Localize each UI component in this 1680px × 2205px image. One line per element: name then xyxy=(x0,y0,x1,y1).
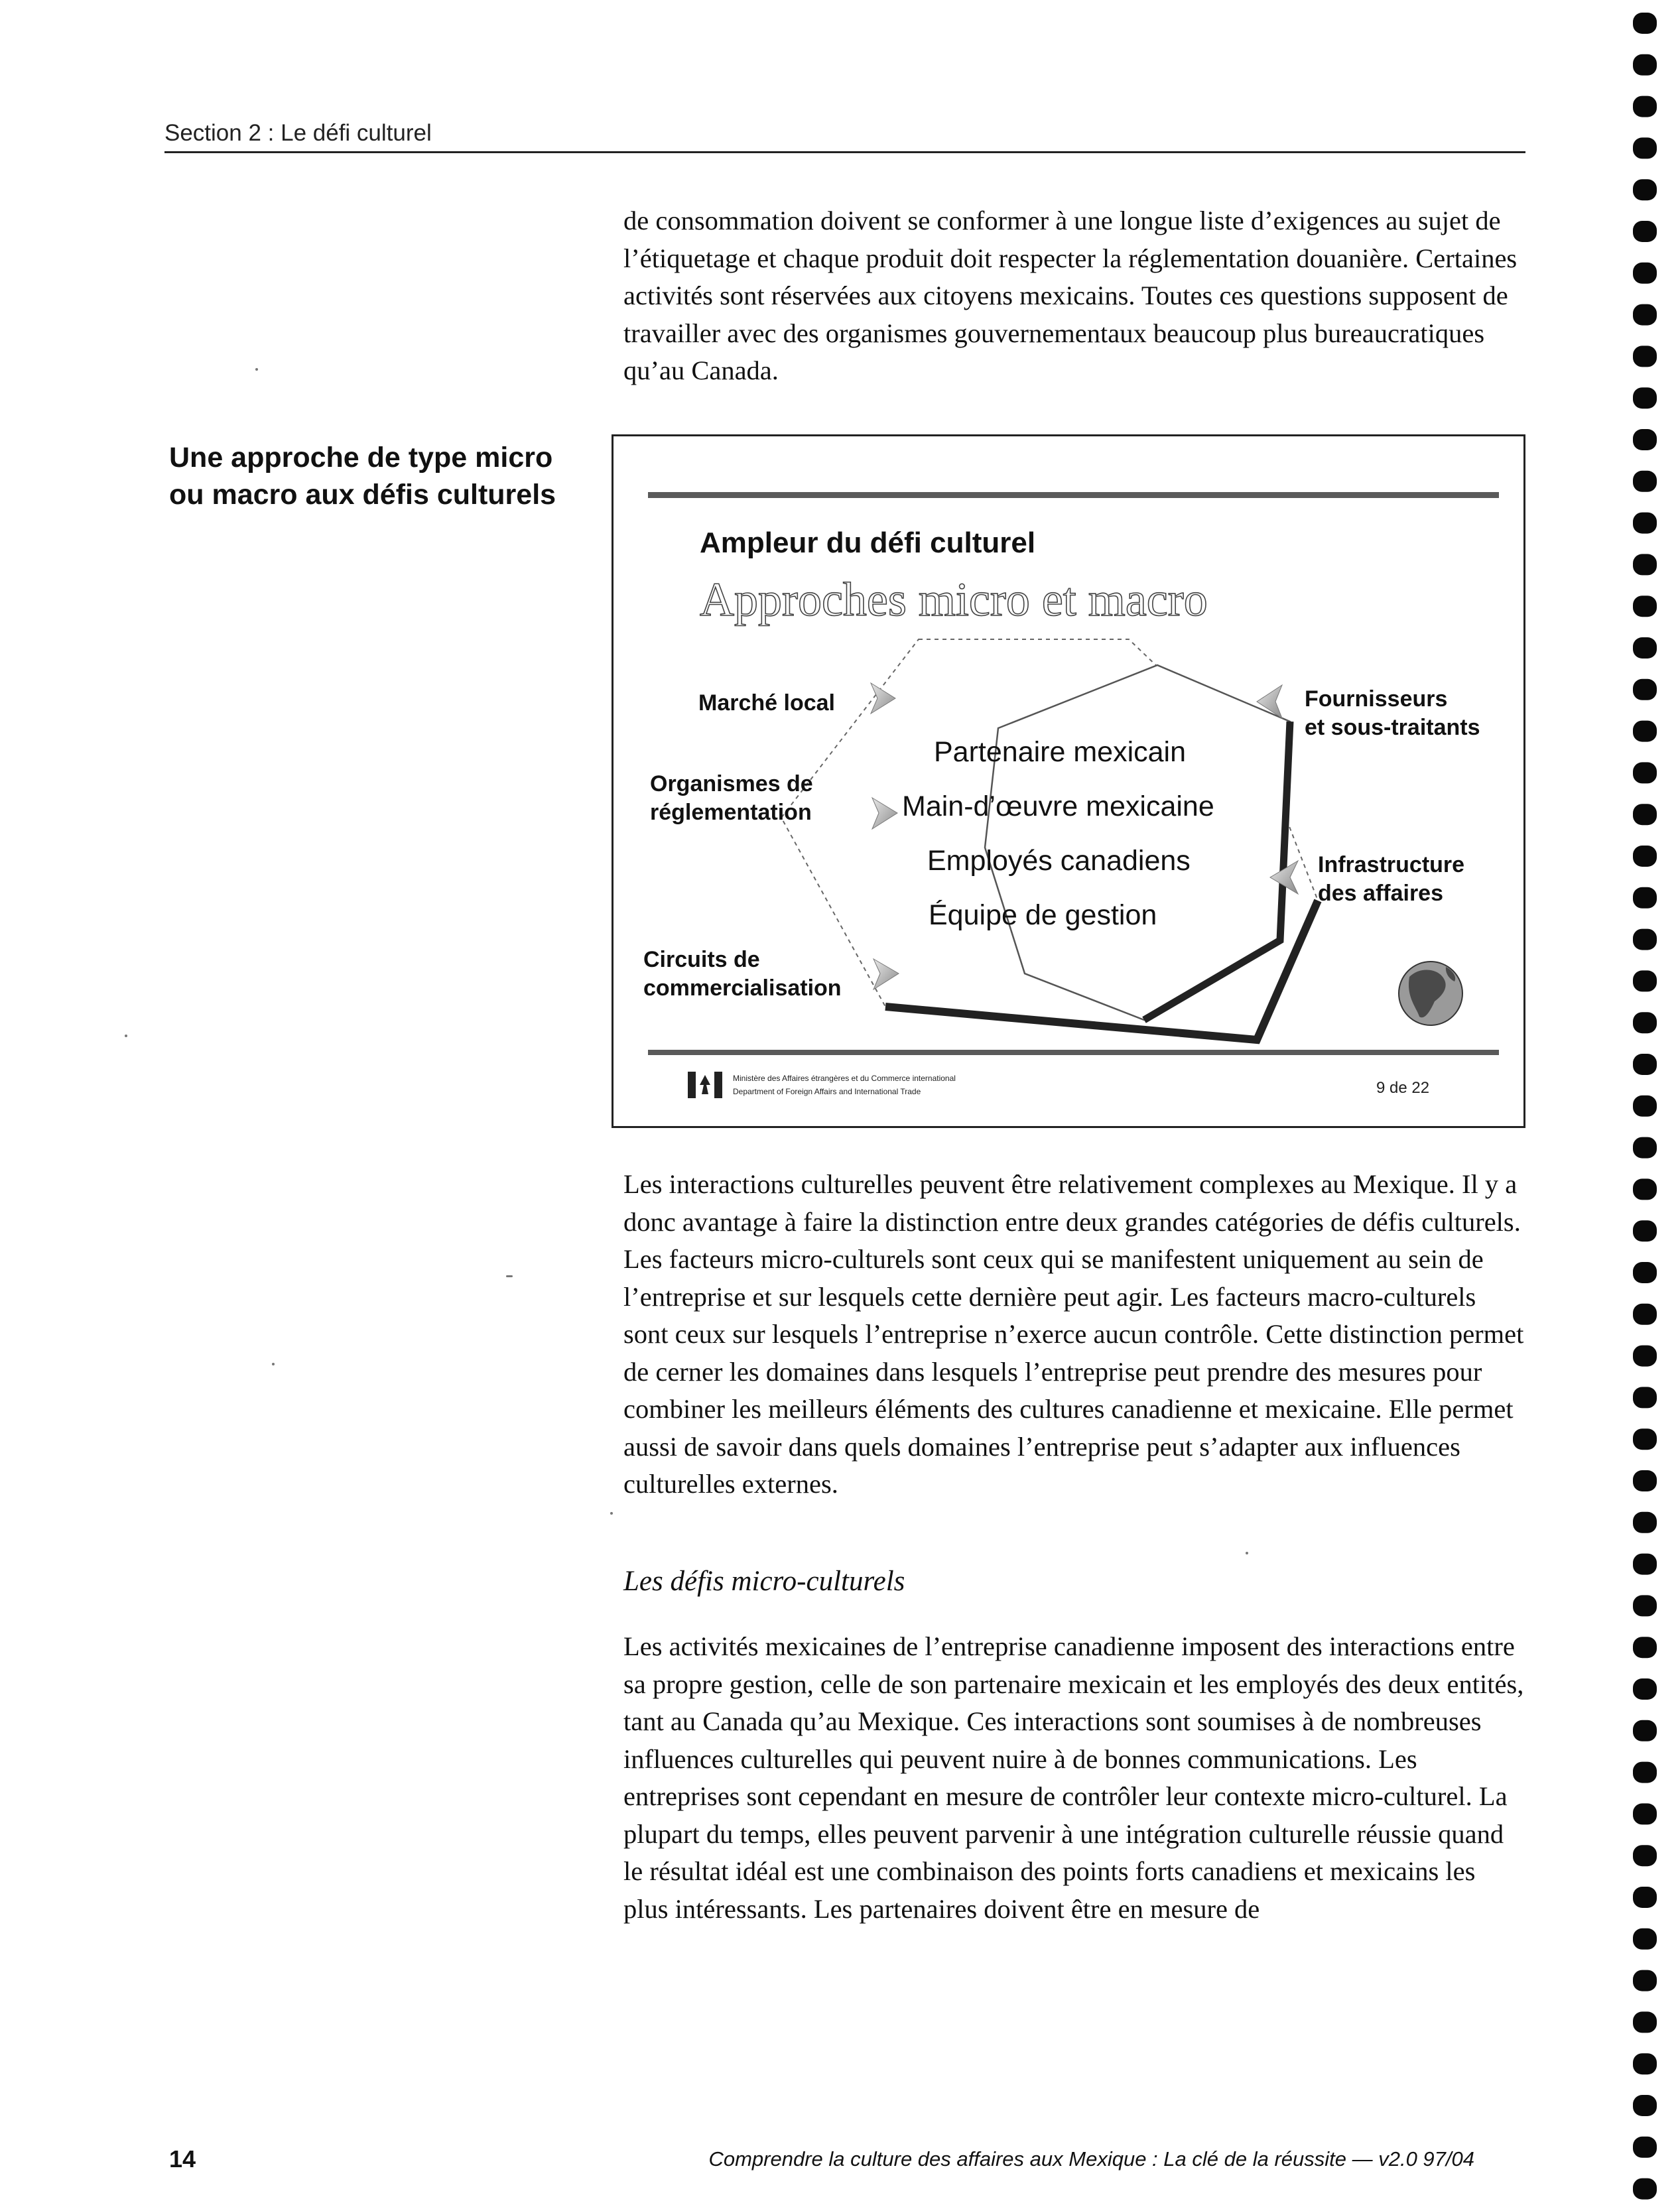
binding-hole xyxy=(1633,1428,1657,1450)
binding-hole xyxy=(1633,346,1657,367)
binding-hole xyxy=(1633,2011,1657,2033)
binding-hole xyxy=(1633,1554,1657,1575)
binding-hole xyxy=(1633,804,1657,825)
scan-speck xyxy=(506,1275,513,1277)
slide-bottom-band xyxy=(648,1050,1499,1055)
binding-hole xyxy=(1633,1137,1657,1159)
section-title: Section 2 : Le défi culturel xyxy=(164,120,432,146)
slide-title: Ampleur du défi culturel xyxy=(700,527,1036,559)
binding-hole xyxy=(1633,1304,1657,1325)
label-infra-1: Infrastructure xyxy=(1318,852,1465,877)
binding-hole xyxy=(1633,1470,1657,1491)
label-organismes-1: Organismes de xyxy=(650,771,813,796)
binding-hole xyxy=(1633,1387,1657,1408)
interactions-paragraph: Les interactions culturelles peuvent être relativement complexes au Mexique. Il y a donc avantage à faire la distinction entre deux grandes catégories de défis culturels. Les facteurs micro-culturels sont ceux qui se manifestent uniquement au sein de l’entreprise et sur lesquels cette dernière peut agir. Les facteurs macro-culturels sont ceux sur lesquels l’entreprise n’exerce aucun contrôle. Cette distinction permet de cerner les domaines dans lesquels l’entreprise peut prendre des mesures pour combiner les meilleurs éléments des cultures canadienne et mexicaine. Elle permet aussi de savoir dans quels domaines l’entreprise peut s’adapter aux influences culturelles externes. xyxy=(623,1169,1524,1499)
binding-hole xyxy=(1633,179,1657,200)
binding-hole xyxy=(1633,1637,1657,1658)
scan-speck xyxy=(610,1512,613,1515)
ministry-fr: Ministère des Affaires étrangères et du Commerce international xyxy=(733,1074,956,1083)
scan-speck xyxy=(272,1363,275,1365)
binding-hole xyxy=(1633,429,1657,450)
binding-hole xyxy=(1633,970,1657,991)
label-organismes-2: réglementation xyxy=(650,800,812,825)
scan-speck xyxy=(125,1035,127,1037)
slide-top-band xyxy=(648,492,1499,498)
binding-hole xyxy=(1633,1803,1657,1824)
binding-hole xyxy=(1633,1096,1657,1117)
slide-figure xyxy=(612,434,1525,1128)
binding-hole xyxy=(1633,1054,1657,1075)
binding-hole xyxy=(1633,13,1657,34)
subheading-micro: Les défis micro-culturels xyxy=(623,1566,905,1597)
binding-hole xyxy=(1633,1512,1657,1533)
arrow-circuits-icon xyxy=(873,959,899,989)
binding-hole xyxy=(1633,96,1657,117)
inner-item-1: Partenaire mexicain xyxy=(934,736,1187,768)
binding-hole xyxy=(1633,221,1657,242)
binding-hole xyxy=(1633,1970,1657,1991)
binding-hole xyxy=(1633,2053,1657,2074)
binding-hole xyxy=(1633,846,1657,867)
side-heading: Une approche de type micro ou macro aux défis culturels xyxy=(169,442,556,511)
label-infra-2: des affaires xyxy=(1318,881,1443,906)
binding-hole xyxy=(1633,929,1657,950)
binding-hole xyxy=(1633,263,1657,284)
binding-hole xyxy=(1633,304,1657,326)
binding-hole xyxy=(1633,387,1657,409)
binding-hole xyxy=(1633,554,1657,575)
binding-hole xyxy=(1633,887,1657,909)
binding-hole xyxy=(1633,1012,1657,1033)
slide-page-indicator: 9 de 22 xyxy=(1376,1079,1430,1097)
micro-paragraph: Les activités mexicaines de l’entreprise canadienne imposent des interactions entre sa propre gestion, celle de son partenaire mexicain et les employés des deux entités, tant au Canada qu’au Mexique. Ces interactions sont soumises à de nombreuses influences culturelles qui peuvent nuire à de bonnes communications. Les entreprises sont cependant en mesure de contrôler leur contexte micro-culturel. La plupart du temps, elles peuvent parvenir à une intégration culturelle réussie quand le résultat idéal est une combinaison des points forts canadiens et mexicains les plus intéressants. Les partenaires doivent être en mesure de xyxy=(623,1631,1524,1924)
label-fournisseurs-1: Fournisseurs xyxy=(1305,686,1448,712)
label-fournisseurs-2: et sous-traitants xyxy=(1305,715,1480,740)
scan-speck xyxy=(255,368,258,371)
intro-paragraph: de consommation doivent se conformer à une longue liste d’exigences au sujet de l’étiquetage et chaque produit doit respecter la réglementation douanière. Certaines activités sont réservées aux citoyens mexicains. Toutes ces questions supposent de travailler avec des organismes gouvernementaux beaucoup plus bureaucratiques qu’au Canada. xyxy=(623,206,1518,385)
slide-graphic xyxy=(614,436,1527,1130)
binding-hole xyxy=(1633,54,1657,76)
binding-hole xyxy=(1633,2137,1657,2158)
binding-hole xyxy=(1633,1178,1657,1200)
footer-book-title: Comprendre la culture des affaires aux Mexique : La clé de la réussite — v2.0 97/04 xyxy=(708,2147,1474,2171)
binding-hole xyxy=(1633,1220,1657,1241)
globe-icon xyxy=(1399,962,1462,1025)
running-header xyxy=(164,118,1525,153)
arrow-organismes-icon xyxy=(872,798,897,829)
binding-holes xyxy=(1625,0,1671,2205)
page-number: 14 xyxy=(169,2145,196,2173)
scan-speck xyxy=(1246,1552,1248,1554)
binding-hole xyxy=(1633,1845,1657,1866)
binding-hole xyxy=(1633,1720,1657,1741)
binding-hole xyxy=(1633,1595,1657,1616)
binding-hole xyxy=(1633,679,1657,700)
binding-hole xyxy=(1633,513,1657,534)
binding-hole xyxy=(1633,1928,1657,1950)
binding-hole xyxy=(1633,1346,1657,1367)
label-circuits-1: Circuits de xyxy=(643,947,760,972)
arrow-marche-icon xyxy=(871,683,895,714)
label-marche: Marché local xyxy=(698,690,835,716)
binding-hole xyxy=(1633,721,1657,742)
inner-heptagon xyxy=(985,665,1290,1020)
binding-hole xyxy=(1633,2178,1657,2200)
ministry-en: Department of Foreign Affairs and International Trade xyxy=(733,1087,921,1096)
slide-subtitle: Approches micro et macro xyxy=(700,573,1208,626)
binding-hole xyxy=(1633,1262,1657,1283)
binding-hole xyxy=(1633,1887,1657,1908)
binding-hole xyxy=(1633,1678,1657,1700)
binding-hole xyxy=(1633,762,1657,783)
inner-item-4: Équipe de gestion xyxy=(929,899,1157,931)
binding-hole xyxy=(1633,596,1657,617)
canada-logo-icon xyxy=(688,1072,722,1098)
binding-hole xyxy=(1633,1762,1657,1783)
binding-hole xyxy=(1633,137,1657,158)
label-circuits-2: commercialisation xyxy=(643,976,842,1001)
inner-item-3: Employés canadiens xyxy=(927,845,1191,877)
binding-hole xyxy=(1633,471,1657,492)
inner-item-2: Main-d’œuvre mexicaine xyxy=(902,790,1214,822)
binding-hole xyxy=(1633,2095,1657,2116)
binding-hole xyxy=(1633,637,1657,659)
